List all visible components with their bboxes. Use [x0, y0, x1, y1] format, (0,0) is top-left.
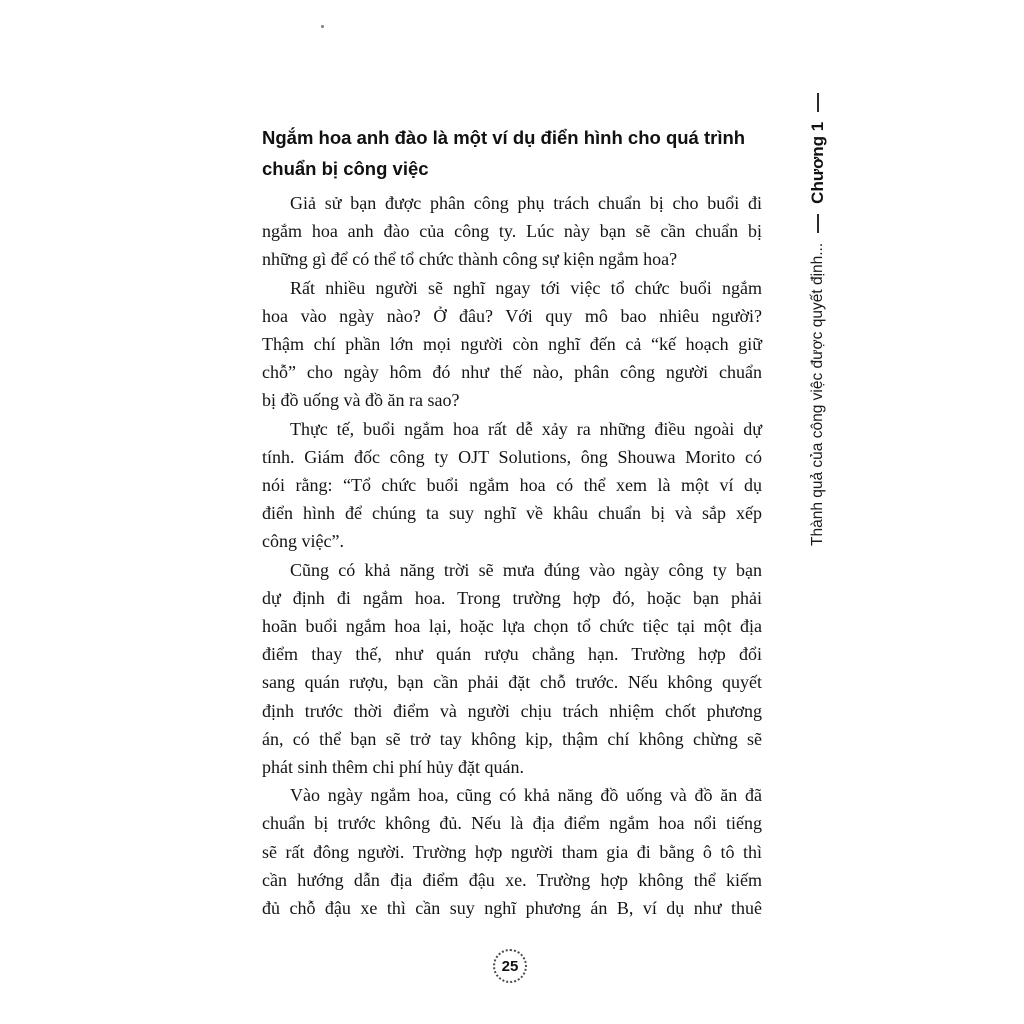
body-line: điển hình để chúng ta suy nghĩ về khâu chuẩn bị và sắp xếp	[262, 503, 762, 524]
separator-line	[817, 214, 819, 233]
body-line: dự định đi ngắm hoa. Trong trường hợp đó, hoặc bạn phải	[262, 587, 762, 608]
body-line: điểm thay thế, như quán rượu chẳng hạn. Trường hợp đổi	[262, 644, 762, 665]
body-line: Rất nhiều người sẽ nghĩ ngay tới việc tổ chức buổi ngắm	[290, 277, 762, 298]
scan-artifact-dot	[321, 25, 324, 28]
body-line: đủ chỗ đậu xe thì cần suy nghĩ phương án B, ví dụ như thuê	[262, 898, 762, 919]
running-title: Thành quả của công việc được quyết định...	[809, 242, 826, 546]
body-line: sẽ rất đông người. Trường hợp người tham gia đi bằng ô tô thì	[262, 841, 762, 862]
body-text	[262, 189, 762, 922]
body-line: Vào ngày ngắm hoa, cũng có khả năng đồ uống và đồ ăn đã	[290, 785, 762, 806]
body-line: những gì để có thể tổ chức thành công sự kiện ngắm hoa?	[262, 249, 678, 270]
body-line: tính. Giám đốc công ty OJT Solutions, ông Shouwa Morito có	[262, 446, 762, 467]
body-line: Giả sử bạn được phân công phụ trách chuẩn bị cho buổi đi	[290, 193, 762, 213]
body-line: hoãn buổi ngắm hoa lại, hoặc lựa chọn tổ chức tiệc tại một địa	[262, 616, 762, 637]
separator-line	[817, 93, 819, 112]
body-line: ngắm hoa anh đào của công ty. Lúc này bạn sẽ cần chuẩn bị	[262, 221, 762, 242]
sidebar-running-head	[804, 118, 832, 546]
body-line: sang quán rượu, bạn cần phải đặt chỗ trước. Nếu không quyết	[262, 672, 762, 693]
body-line: Thậm chí phần lớn mọi người còn nghĩ đến cả “kế hoạch giữ	[262, 334, 762, 355]
body-line: bị đồ uống và đồ ăn ra sao?	[262, 390, 460, 411]
body-line: công việc”.	[262, 531, 344, 552]
section-heading	[262, 122, 772, 184]
page-number-badge	[493, 949, 527, 983]
body-line: án, có thể bạn sẽ trở tay không kịp, thậm chí không chừng sẽ	[262, 728, 762, 749]
chapter-label: Chương 1	[808, 121, 827, 204]
page-number: 25	[501, 957, 519, 975]
body-line: cần hướng dẫn địa điểm đậu xe. Trường hợp không thể kiếm	[262, 869, 762, 890]
body-line: Thực tế, buổi ngắm hoa rất dễ xảy ra những điều ngoài dự	[290, 418, 762, 439]
body-line: chuẩn bị trước không đủ. Nếu là địa điểm ngắm hoa nổi tiếng	[262, 813, 762, 834]
body-line: phát sinh thêm chi phí hủy đặt quán.	[262, 757, 524, 778]
body-line: hoa vào ngày nào? Ở đâu? Với quy mô bao nhiêu người?	[262, 305, 762, 326]
body-line: Cũng có khả năng trời sẽ mưa đúng vào ngày công ty bạn	[290, 559, 762, 580]
body-line: nói rằng: “Tổ chức buổi ngắm hoa có thể xem là một ví dụ	[262, 475, 762, 496]
body-line: chỗ” cho ngày hôm đó như thế nào, phân công người chuẩn	[262, 362, 762, 383]
section-heading-line: Ngắm hoa anh đào là một ví dụ điển hình cho quá trình	[262, 127, 746, 148]
section-heading-line: chuẩn bị công việc	[262, 158, 429, 179]
body-line: định trước thời điểm và người chịu trách nhiệm chốt phương	[262, 700, 762, 721]
